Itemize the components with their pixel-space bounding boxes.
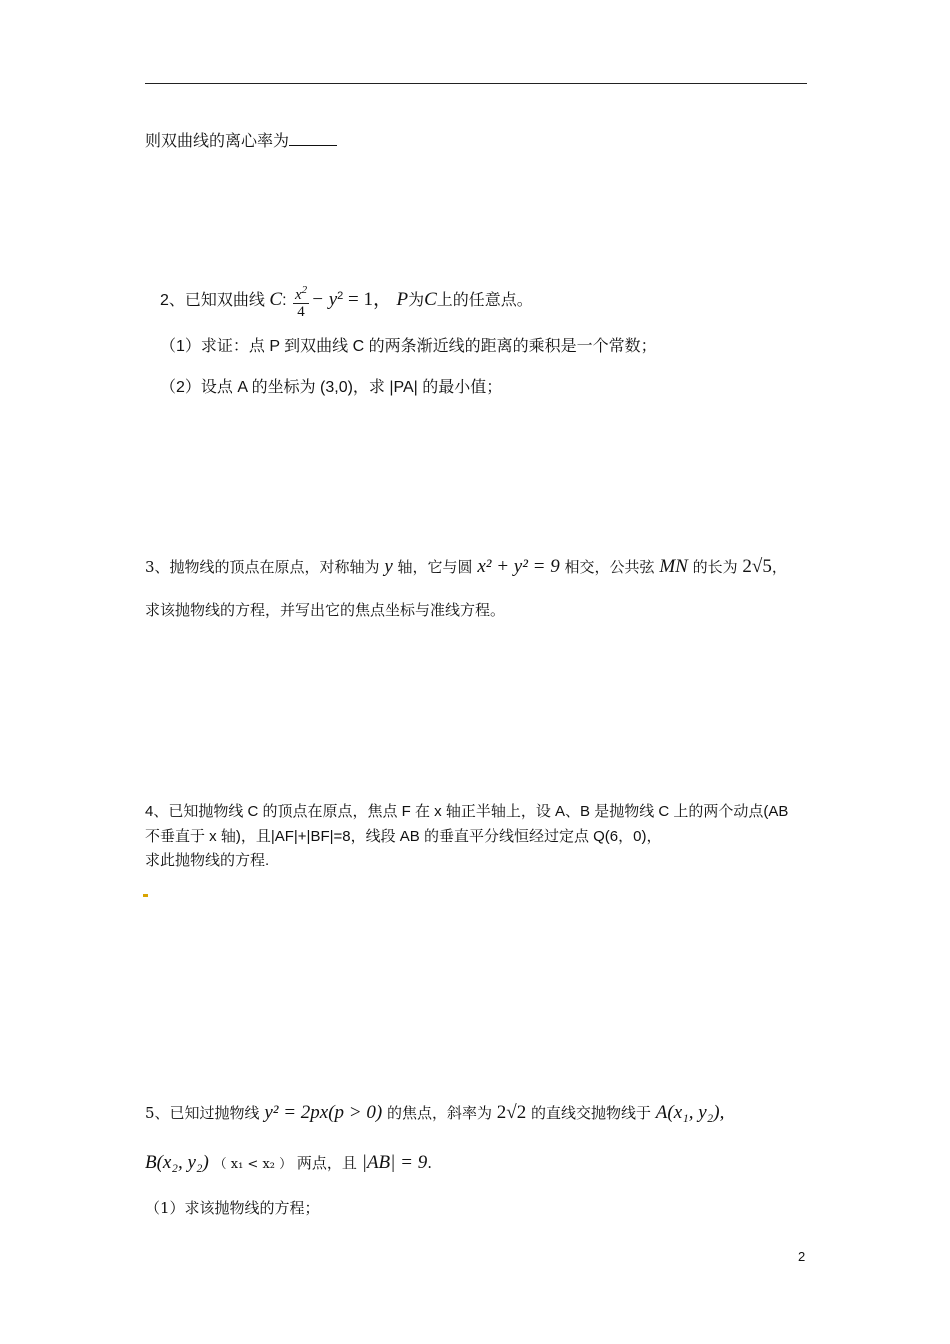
q2-text-c: 上的任意点。 — [436, 292, 533, 310]
q4-line3: 求此抛物线的方程. — [145, 852, 270, 869]
q5-period: . — [427, 1154, 432, 1172]
q5-text-a: 5、已知过抛物线 — [145, 1104, 260, 1122]
q5-slope: 2√2 — [496, 1102, 527, 1123]
q2-colon: : — [282, 292, 287, 310]
q5-text-d: 两点，且 — [296, 1154, 357, 1172]
q4-line1: 4、已知抛物线 C 的顶点在原点，焦点 F 在 x 轴正半轴上，设 A、B 是抛物线 C 上的两个动点(AB — [145, 803, 789, 820]
q5-point-b: B(x₂, y₂) — [145, 1152, 209, 1173]
q5-parabola-eq: y² = 2px(p > 0) — [264, 1102, 383, 1123]
q3-circle-eq: x² + y² = 9 — [477, 556, 560, 577]
highlight-marker — [143, 894, 148, 897]
q4-line2: 不垂直于 x 轴)，且|AF|+|BF|=8，线段 AB 的垂直平分线恒经过定点 Q(6，0)， — [145, 828, 662, 845]
q3-text-b: 轴，它与圆 — [397, 558, 473, 576]
q5-line1 — [145, 1102, 724, 1124]
q5-condition: （ x₁ < x₂ ） — [213, 1157, 293, 1172]
q2-stem: 2、已知双曲线 C: $\frac{x^2}{4}$ − $y^2 = 1$， P为C上的任意点。 — [160, 284, 533, 320]
answer-blank — [289, 131, 337, 146]
q5-point-a: A(x₁, y₂), — [655, 1102, 725, 1123]
q2-part2: （2）设点 A 的坐标为 (3,0)，求 |PA| 的最小值； — [160, 379, 503, 396]
q2-curve: C — [269, 289, 283, 311]
q2-minus-y: − y — [311, 289, 338, 311]
q3-line2: 求该抛物线的方程，并写出它的焦点坐标与准线方程。 — [145, 601, 506, 619]
q2-eq-one: = 1， — [343, 289, 392, 311]
q2-part1: （1）求证：点 P 到双曲线 C 的两条渐近线的距离的乘积是一个常数； — [160, 338, 657, 355]
q2-number: 2、 — [160, 292, 185, 310]
header-rule — [145, 83, 807, 84]
q2-text-b: 为 — [408, 292, 425, 310]
page-number: 2 — [798, 1249, 806, 1264]
q2-P: P — [396, 289, 409, 311]
q3-text-d: 的长为 — [692, 558, 738, 576]
q5-line2 — [145, 1152, 432, 1174]
q3-comma: ， — [771, 558, 787, 576]
q3-text-a: 3、抛物线的顶点在原点，对称轴为 — [145, 558, 380, 576]
q5-text-c: 的直线交抛物线于 — [530, 1104, 651, 1122]
q2-C2: C — [424, 289, 437, 311]
q3-y-axis: y — [384, 556, 393, 577]
q3-line1 — [145, 556, 787, 578]
q3-text-c: 相交，公共弦 — [564, 558, 655, 576]
q1-tail-text: 则双曲线的离心率为 — [145, 131, 290, 150]
q2-frac-num: x — [294, 287, 302, 303]
q5-ab-length: |AB| = 9 — [361, 1152, 428, 1173]
q5-part1: （1）求该抛物线的方程； — [145, 1199, 320, 1217]
q2-fraction: $\frac{x^2}{4}$ — [294, 284, 308, 320]
q2-frac-den: 4 — [297, 304, 305, 320]
q3-chord: MN — [659, 556, 688, 577]
q5-text-b: 的焦点，斜率为 — [386, 1104, 492, 1122]
q3-length: 2√5 — [742, 556, 772, 577]
q2-text-a: 已知双曲线 — [184, 292, 265, 310]
q1-tail-line — [145, 128, 337, 151]
